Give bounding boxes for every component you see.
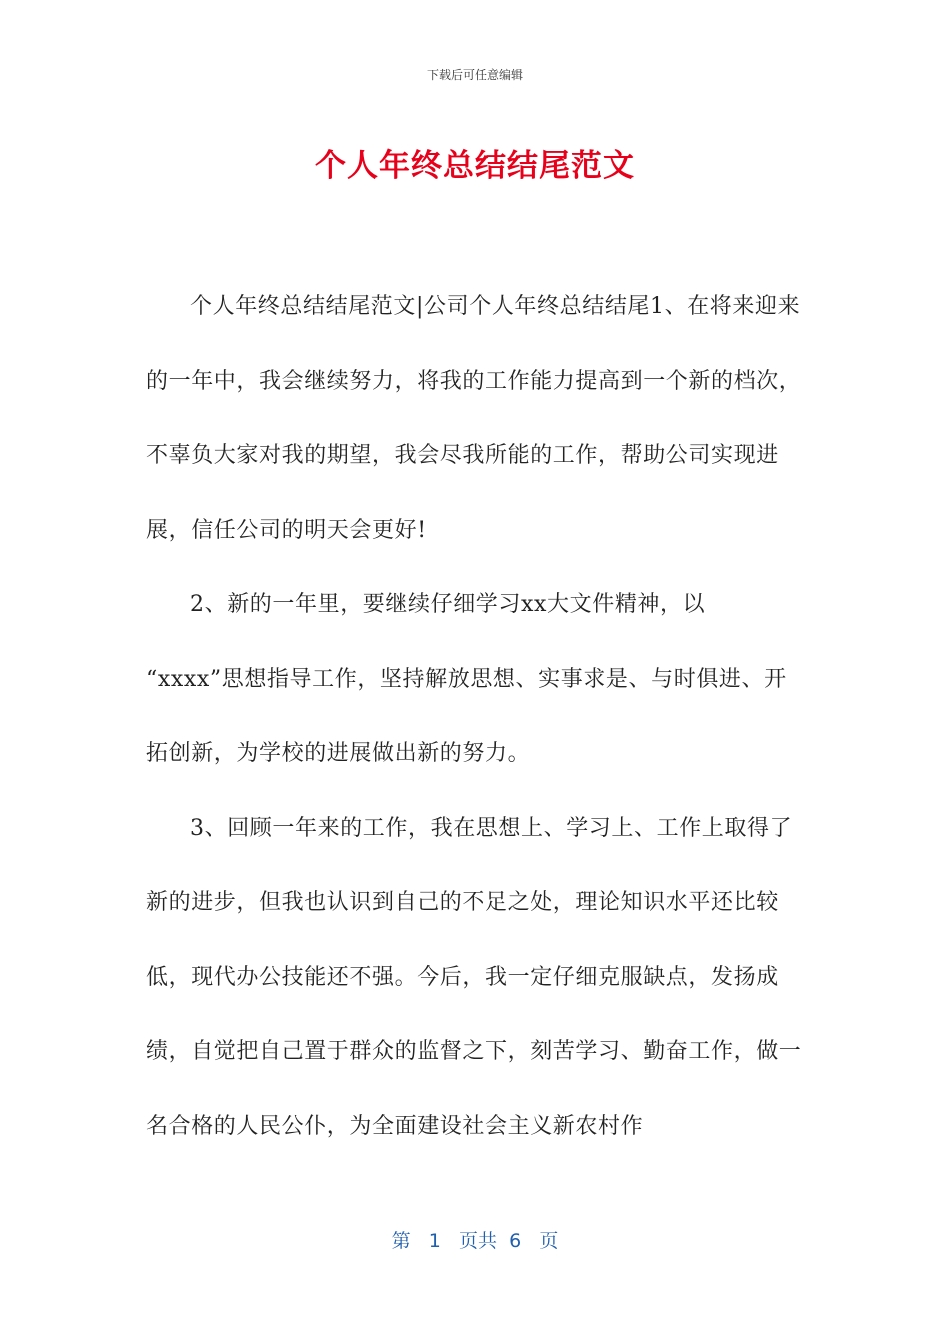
footer-page-total: 6 bbox=[509, 1230, 522, 1252]
paragraph-4: 3、回顾一年来的工作，我在思想上、学习上、工作上取得了新的进步，但我也认识到自己的不足之处，理论知识水平还比较低，现代办公技能还不强。今后，我一定仔细克服缺点，发扬成绩，自觉把自己置于群众的监督之下，刻苦学习、勤奋工作，做一名合格的人民公仆，为全面建设社会主义新农村作 bbox=[146, 815, 802, 1139]
footer-page-mid: 页共 bbox=[459, 1230, 498, 1252]
document-title: 个人年终总结结尾范文 bbox=[315, 148, 635, 184]
footer-page-prefix: 第 bbox=[391, 1230, 411, 1252]
paragraph-2: 2、新的一年里，要继续仔细学习xx大文件精神，以 bbox=[190, 592, 706, 617]
paragraph-3: “xxxx”思想指导工作，坚持解放思想、实事求是、与时俱进、开拓创新，为学校的进展做出新的努力。 bbox=[146, 666, 787, 766]
document-body bbox=[146, 270, 808, 1164]
header-note: 下载后可任意编辑 bbox=[426, 68, 523, 82]
footer-page-suffix: 页 bbox=[539, 1230, 559, 1252]
page-footer bbox=[0, 1226, 950, 1253]
paragraph-1: 个人年终总结结尾范文|公司个人年终总结结尾1、在将来迎来的一年中，我会继续努力，将我的工作能力提高到一个新的档次，不辜负大家对我的期望，我会尽我所能的工作，帮助公司实现进展，信任公司的明天会更好! bbox=[146, 294, 802, 543]
footer-page-number: 1 bbox=[428, 1230, 441, 1252]
